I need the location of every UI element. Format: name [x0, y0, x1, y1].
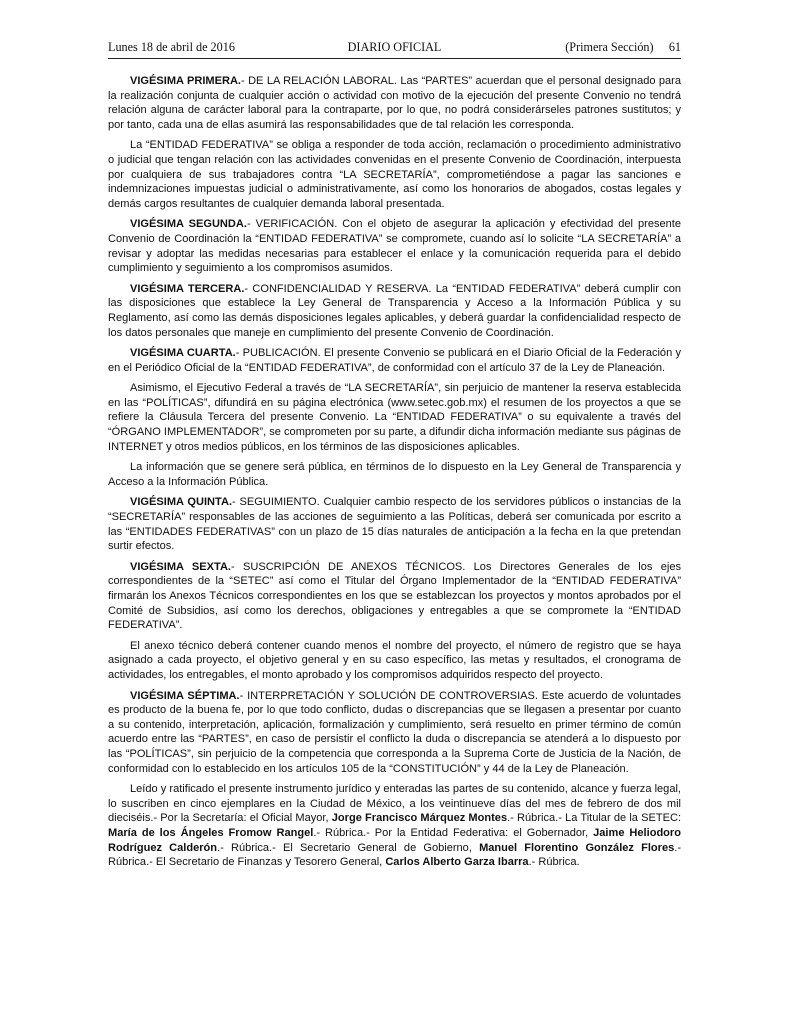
- clause-paragraph: VIGÉSIMA SÉPTIMA.- INTERPRETACIÓN Y SOLUCIÓN DE CONTROVERSIAS. Este acuerdo de voluntades es producto de la buena fe, por lo que todo conflicto, dudas o discrepancias que se llegasen a presentar por cuanto a su contenido, interpretación, aplicación, formalización y cumplimiento, será resuelto en primer término de común acuerdo entre las “PARTES”, en caso de persistir el conflicto la duda o discrepancia se atenderá a lo dispuesto por las “POLÍTICAS”, sin perjuicio de la competencia que corresponda a la Suprema Corte de Justicia de la Nación, de conformidad con lo establecido en los artículos 105 de la “CONSTITUCIÓN” y 44 de la Ley de Planeación.: [108, 689, 681, 775]
- header-publication-title: DIARIO OFICIAL: [347, 40, 442, 54]
- header-page-number: 61: [668, 40, 681, 54]
- document-page: [108, 40, 681, 876]
- clause-paragraph: VIGÉSIMA SEGUNDA.- VERIFICACIÓN. Con el objeto de asegurar la aplicación y efectividad del presente Convenio de Coordinación la “ENTIDAD FEDERATIVA” se compromete, cuando así lo solicite “LA SECRETARÍA” a revisar y adoptar las medidas necesarias para establecer el enlace y la comunicación requerida para el debido cumplimiento y seguimiento a los compromisos asumidos.: [108, 218, 682, 275]
- clause-paragraph: VIGÉSIMA CUARTA.- PUBLICACIÓN. El presente Convenio se publicará en el Diario Oficial de la Federación y en el Periódico Oficial de la “ENTIDAD FEDERATIVA”, de conformidad con el artículo 37 de la Ley de Planeación.: [108, 347, 681, 374]
- clause-paragraph: VIGÉSIMA PRIMERA.- DE LA RELACIÓN LABORAL. Las “PARTES” acuerdan que el personal designado para la realización conjunta de cualquier acción o actividad con motivo de la ejecución del presente Convenio no tendrá relación alguna de carácter laboral para la contraparte, por lo que, no podrá considerárseles patrones sustitutos; y por tanto, cada una de ellas asumirá las responsabilidades que de tal relación les corresponda.: [108, 75, 681, 131]
- body-paragraph: La “ENTIDAD FEDERATIVA” se obliga a responder de toda acción, reclamación o procedimiento administrativo o judicial que tengan relación con las actividades convenidas en el presente Convenio de Coordinación, interpuesta por cualquiera de sus trabajadores contra “LA SECRETARÍA”, comprometiéndose a pagar las sanciones e indemnizaciones impuestas judicial o administrativamente, así como los honorarios de abogados, costas legales y demás cargos resultantes de cualquier demanda laboral presentada.: [108, 139, 681, 210]
- header-section-page: [491, 40, 681, 55]
- body-paragraph: Asimismo, el Ejecutivo Federal a través de “LA SECRETARÍA”, sin perjuicio de mantener la reserva establecida en las “POLÍTICAS”, difundirá en su página electrónica (www.setec.gob.mx) el resumen de los proyectos a que se refiere la Cláusula Tercera del presente Convenio. La “ENTIDAD FEDERATIVA” o su equivalente a través del “ÓRGANO IMPLEMENTADOR”, se comprometen por su parte, a difundir dicha información mediante sus páginas de INTERNET y otros medios públicos, en los términos de las disposiciones aplicables.: [108, 382, 681, 453]
- body-paragraph: La información que se genere será pública, en términos de lo dispuesto en la Ley General de Transparencia y Acceso a la Información Pública.: [108, 461, 681, 488]
- body-paragraph: El anexo técnico deberá contener cuando menos el nombre del proyecto, el número de registro que se haya asignado a cada proyecto, el objetivo general y en su caso específico, las metas y resultados, el cronograma de actividades, los entregables, el monto aprobado y los compromisos adquiridos respecto del proyecto.: [108, 639, 681, 681]
- page-header: [108, 40, 681, 59]
- document-body: [108, 74, 681, 870]
- clause-paragraph: VIGÉSIMA TERCERA.- CONFIDENCIALIDAD Y RESERVA. La “ENTIDAD FEDERATIVA” deberá cumplir con las disposiciones que establece la Ley General de Transparencia y Acceso a la Información Pública y su Reglamento, así como las demás disposiciones legales aplicables, y deberá guardar la confidencialidad respecto de los datos personales que maneje en cumplimiento del presente Convenio de Coordinación.: [108, 282, 682, 339]
- clause-paragraph: VIGÉSIMA QUINTA.- SEGUIMIENTO. Cualquier cambio respecto de los servidores públicos o instancias de la “SECRETARÍA” responsables de las acciones de seguimiento a las Políticas, deberá ser comunicada por escrito a las “ENTIDADES FEDERATIVAS” con un plazo de 15 días naturales de anticipación a la fecha en la que pretendan surtir efectos.: [108, 496, 681, 553]
- clause-paragraph: VIGÉSIMA SEXTA.- SUSCRIPCIÓN DE ANEXOS TÉCNICOS. Los Directores Generales de los ejes correspondientes de la “SETEC” así como el Titular del Órgano Implementador de la “ENTIDAD FEDERATIVA” firmarán los Anexos Técnicos correspondientes en los que se establezcan los proyectos y montos aprobados por el Comité de Subsidios, así como los derechos, obligaciones y entregables a que se compromete la “ENTIDAD FEDERATIVA”.: [108, 560, 681, 632]
- signatures-paragraph: Leído y ratificado el presente instrumento jurídico y enteradas las partes de su contenido, alcance y fuerza legal, lo suscriben en cinco ejemplares en la Ciudad de México, a los veintinueve días del mes de febrero de dos mil dieciséis.- Por la Secretaría: el Oficial Mayor, Jorge Francisco Márquez Montes.- Rúbrica.- La Titular de la SETEC: María de los Ángeles Fromow Rangel.- Rúbrica.- Por la Entidad Federativa: el Gobernador, Jaime Heliodoro Rodríguez Calderón.- Rúbrica.- El Secretario General de Gobierno, Manuel Florentino González Flores.- Rúbrica.- El Secretario de Finanzas y Tesorero General, Carlos Alberto Garza Ibarra.- Rúbrica.: [108, 783, 682, 869]
- header-section: (Primera Sección): [565, 40, 654, 54]
- header-date: Lunes 18 de abril de 2016: [108, 40, 235, 54]
